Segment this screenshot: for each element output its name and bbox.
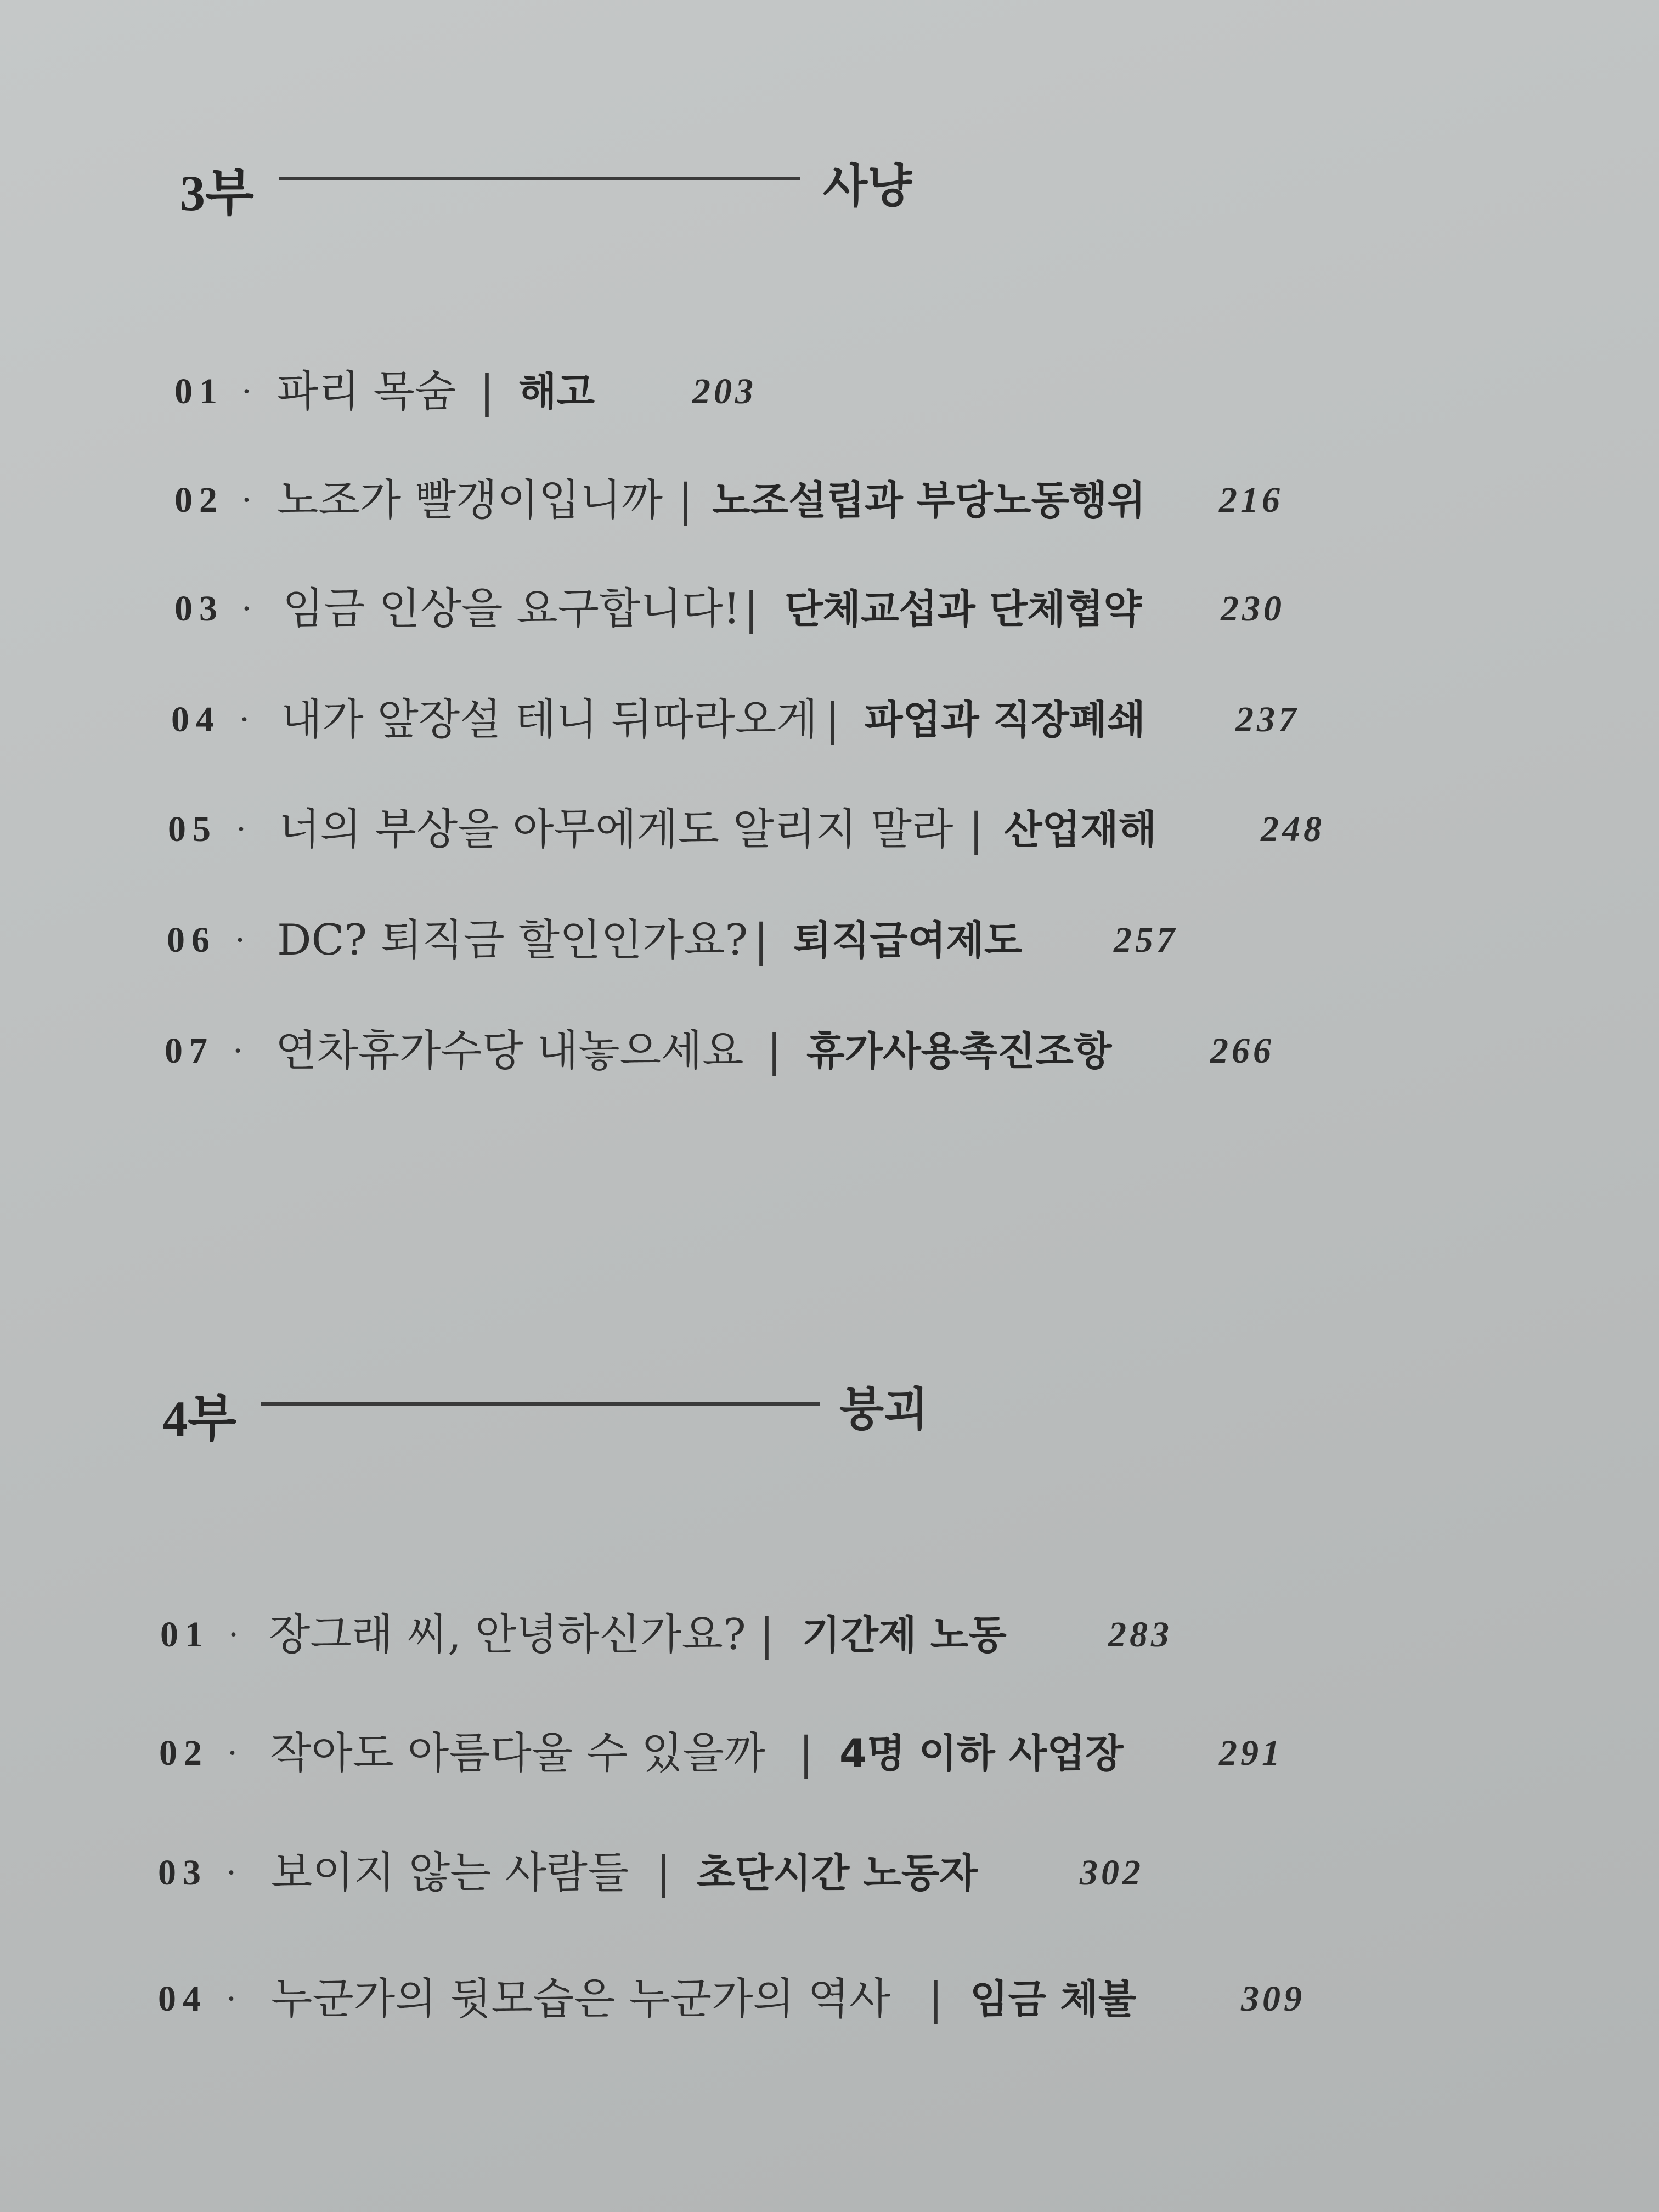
chapter-number: 03 <box>174 589 224 629</box>
chapter-number: 07 <box>165 1031 214 1071</box>
chapter-topic: 초단시간 노동자 <box>697 1850 978 1896</box>
chapter-topic: 휴가사용촉진조항 <box>806 1028 1112 1074</box>
title-divider: | <box>678 475 693 526</box>
title-divider: | <box>656 1847 671 1898</box>
title-divider: | <box>754 915 769 966</box>
number-separator: · <box>235 921 246 960</box>
chapter-title: 너의 부상을 아무에게도 알리지 말라 <box>279 805 953 854</box>
toc-entry[interactable] <box>0 364 1659 419</box>
chapter-number: 04 <box>158 1979 207 2019</box>
toc-entry[interactable] <box>0 913 1659 968</box>
chapter-topic: 파업과 직장폐쇄 <box>865 697 1146 743</box>
page-number: 283 <box>1108 1615 1172 1655</box>
toc-entry[interactable] <box>0 582 1659 636</box>
chapter-topic: 단체교섭과 단체협약 <box>785 586 1142 632</box>
number-separator: · <box>227 1734 238 1773</box>
part-number: 4부 <box>162 1391 236 1447</box>
title-divider: | <box>479 366 494 417</box>
part-divider-line <box>279 177 800 180</box>
chapter-number: 01 <box>160 1615 210 1655</box>
chapter-title: 노조가 빨갱이입니까 <box>277 476 663 525</box>
chapter-topic: 퇴직급여제도 <box>793 917 1023 963</box>
chapter-topic: 산업재해 <box>1004 806 1157 853</box>
chapter-title: 연차휴가수당 내놓으세요 <box>275 1026 744 1076</box>
number-separator: · <box>241 481 252 520</box>
chapter-number: 06 <box>167 920 216 960</box>
number-separator: · <box>226 1854 237 1892</box>
chapter-topic: 노조설립과 부당노동행위 <box>712 477 1146 523</box>
number-separator: · <box>228 1616 239 1654</box>
chapter-number: 05 <box>168 809 217 849</box>
title-divider: | <box>928 1973 943 2024</box>
toc-entry[interactable] <box>0 1024 1659 1079</box>
chapter-topic: 임금 체불 <box>970 1976 1137 2022</box>
title-divider: | <box>759 1609 774 1660</box>
number-separator: · <box>233 1032 244 1070</box>
title-divider: | <box>799 1728 814 1779</box>
chapter-number: 01 <box>174 371 224 411</box>
page-number: 230 <box>1221 589 1285 629</box>
chapter-title: 장그래 씨, 안녕하신가요? <box>269 1610 746 1660</box>
chapter-title: 파리 목숨 <box>277 367 456 416</box>
page-number: 309 <box>1241 1979 1305 2019</box>
title-divider: | <box>825 694 840 745</box>
number-separator: · <box>239 701 250 739</box>
toc-entry[interactable] <box>0 1607 1659 1662</box>
chapter-topic: 4명 이하 사업장 <box>839 1730 1124 1776</box>
toc-entry[interactable] <box>0 802 1659 857</box>
title-divider: | <box>767 1025 782 1076</box>
page-number: 291 <box>1219 1733 1283 1773</box>
chapter-title: DC? 퇴직금 할인인가요? <box>277 916 748 965</box>
chapter-topic: 기간제 노동 <box>802 1612 1007 1658</box>
chapter-title: 보이지 않는 사람들 <box>271 1848 629 1898</box>
chapter-title: 임금 인상을 요구합니다! <box>283 584 741 634</box>
number-separator: · <box>241 373 252 411</box>
part-divider-line <box>261 1402 820 1406</box>
page-number: 257 <box>1114 920 1178 960</box>
page-number: 266 <box>1210 1031 1274 1071</box>
toc-entry[interactable] <box>0 1726 1659 1781</box>
title-divider: | <box>744 583 759 634</box>
page-number: 248 <box>1261 809 1325 849</box>
number-separator: · <box>241 590 252 628</box>
number-separator: · <box>226 1980 237 2018</box>
chapter-number: 03 <box>158 1853 207 1893</box>
chapter-number: 04 <box>171 699 221 740</box>
part-number: 3부 <box>180 165 254 221</box>
part-title: 붕괴 <box>839 1383 929 1436</box>
number-separator: · <box>236 810 247 849</box>
title-divider: | <box>969 804 984 855</box>
page-number: 203 <box>692 371 757 411</box>
part-title: 사냥 <box>823 159 912 213</box>
chapter-title: 작아도 아름다울 수 있을까 <box>270 1729 766 1778</box>
chapter-title: 누군가의 뒷모습은 누군가의 역사 <box>271 1974 891 2024</box>
chapter-number: 02 <box>174 480 224 520</box>
chapter-topic: 해고 <box>518 369 595 415</box>
chapter-title: 내가 앞장설 테니 뒤따라오게 <box>281 695 818 744</box>
chapter-number: 02 <box>159 1733 208 1773</box>
toc-entry[interactable] <box>0 1972 1659 2027</box>
toc-entry[interactable] <box>0 1846 1659 1900</box>
toc-entry[interactable] <box>0 473 1659 528</box>
page-number: 302 <box>1080 1853 1144 1893</box>
page-number: 237 <box>1235 699 1300 740</box>
toc-entry[interactable] <box>0 692 1659 747</box>
page-number: 216 <box>1219 480 1283 520</box>
